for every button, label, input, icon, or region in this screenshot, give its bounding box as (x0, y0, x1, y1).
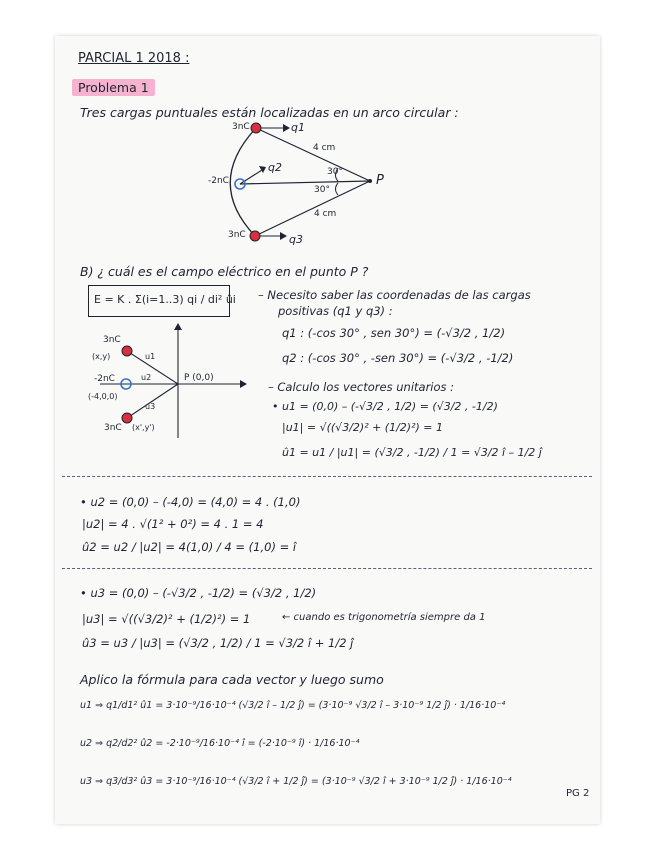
apply-row-u1: u1 ⇒ q1/d1² û1 = 3·10⁻⁹/16·10⁻⁴ (√3/2 î – 1/2 ĵ) = (3·10⁻⁹ √3/2 î – 3·10⁻⁹ 1/2 ĵ) · 1/16·10⁻⁴ (80, 700, 506, 711)
u2-line-2: |u2| = 4 . √(1² + 0²) = 4 . 1 = 4 (82, 517, 264, 531)
charge-bottom-coord: (x',y') (132, 423, 155, 432)
u2-line-3: û2 = u2 / |u2| = 4(1,0) / 4 = (1,0) = î (82, 540, 297, 554)
angle-top-label: 30° (327, 167, 343, 177)
coord-q2: q2 : (-cos 30° , -sen 30°) = (-√3/2 , -1/2) (282, 351, 514, 365)
separator-1 (62, 476, 592, 477)
problem-heading: Problema 1 (72, 79, 155, 96)
q2-name-label: q2 (268, 161, 282, 174)
u1-line-1: • u1 = (0,0) – (-√3/2 , 1/2) = (√3/2 , -1/2) (272, 400, 498, 413)
charge-top-dot (122, 346, 132, 356)
vector-u2-label: u2 (141, 373, 152, 382)
note-positive-charges: positivas (q1 y q3) : (278, 304, 393, 318)
note-unit-vectors: – Calculo los vectores unitarios : (268, 380, 455, 394)
coulomb-formula: E = K . Σ(i=1..3) qi / di² ûi (94, 293, 236, 306)
q3-name-label: q3 (289, 233, 303, 246)
u3-line-3: û3 = u3 / |u3| = (√3/2 , 1/2) / 1 = √3/2 î + 1/2 ĵ (82, 636, 354, 650)
distance-bottom-label: 4 cm (314, 209, 337, 219)
u2-line-1: • u2 = (0,0) – (-4,0) = (4,0) = 4 . (1,0) (80, 495, 301, 509)
problem-statement: Tres cargas puntuales están localizadas en un arco circular : (80, 105, 459, 120)
charge-top-coord: (x,y) (92, 352, 111, 361)
angle-bottom-label: 30° (314, 185, 330, 195)
part-b-question: B) ¿ cuál es el campo eléctrico en el punto P ? (80, 264, 369, 279)
vector-u1-label: u1 (145, 352, 156, 361)
u1-line-2: |u1| = √((√3/2)² + (1/2)²) = 1 (282, 421, 444, 434)
q3-charge-label: 3nC (228, 230, 246, 240)
u1-line-3: û1 = u1 / |u1| = (√3/2 , -1/2) / 1 = √3/2 î – 1/2 ĵ (282, 446, 542, 459)
note-coordinates: – Necesito saber las coordenadas de las cargas (258, 288, 531, 302)
exam-title: PARCIAL 1 2018 : (78, 51, 190, 66)
apply-heading: Aplico la fórmula para cada vector y luego sumo (80, 672, 384, 687)
coord-q1: q1 : (-cos 30° , sen 30°) = (-√3/2 , 1/2) (282, 326, 506, 340)
q1-name-label: q1 (291, 121, 305, 134)
page-number: PG 2 (566, 788, 590, 799)
x-axis-arrowhead (240, 380, 247, 388)
charge-mid-label: -2nC (94, 374, 115, 384)
charge-bottom-dot (122, 413, 132, 423)
point-p-origin-label: P (0,0) (184, 373, 214, 383)
charge-mid-coord: (-4,0,0) (88, 392, 118, 401)
u3-line-1: • u3 = (0,0) – (-√3/2 , -1/2) = (√3/2 , 1/2) (80, 586, 317, 600)
apply-row-u2: u2 ⇒ q2/d2² û2 = -2·10⁻⁹/16·10⁻⁴ î = (-2·10⁻⁹ î) · 1/16·10⁻⁴ (80, 738, 360, 749)
point-p-label: P (376, 173, 384, 188)
charge-bottom-label: 3nC (104, 423, 122, 433)
y-axis-arrowhead (174, 323, 182, 330)
separator-2 (62, 568, 592, 569)
vector-u3-line (127, 384, 178, 418)
charge-top-label: 3nC (103, 335, 121, 345)
u3-trig-note: ← cuando es trigonometría siempre da 1 (282, 612, 486, 623)
vector-u3-label: u3 (145, 402, 156, 411)
apply-row-u3: u3 ⇒ q3/d3² û3 = 3·10⁻⁹/16·10⁻⁴ (√3/2 î + 1/2 ĵ) = (3·10⁻⁹ √3/2 î + 3·10⁻⁹ 1/2 ĵ) · 1/16·10⁻⁴ (80, 776, 512, 787)
distance-top-label: 4 cm (313, 143, 336, 153)
u3-line-2: |u3| = √((√3/2)² + (1/2)²) = 1 (82, 612, 251, 626)
q2-charge-label: -2nC (208, 176, 229, 186)
q1-charge-label: 3nC (232, 122, 250, 132)
